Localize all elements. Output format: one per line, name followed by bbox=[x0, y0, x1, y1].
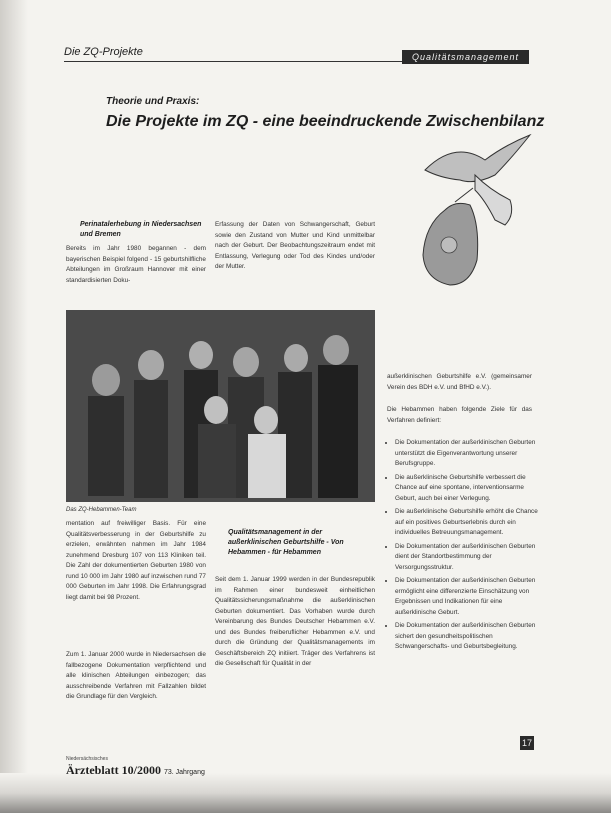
team-photo-image bbox=[66, 310, 375, 502]
goal-item: • Die Dokumentation der außerklinischen Geburten dient der Standortbestimmung der Versorgungsstruktur. bbox=[395, 542, 540, 574]
col1-heading: Perinatalerhebung in Niedersachsen und Bremen bbox=[80, 221, 202, 238]
scan-shadow-left bbox=[0, 0, 28, 813]
col2-paragraph-2: Seit dem 1. Januar 1999 werden in der Bundesrepublik im Rahmen einer bundesweit einheitlichen Qualitätssicherungsmaßnahme die außerklinischen Geburten dokumentiert. Das Vorhaben wurde durch Vereinbarung des Bundes Deutscher Hebammen e.V. und des Bundes freiberuflicher Hebammen e.V. und durch die Gründung der Qualitätsmanagements im Geschäftsbereich ZQ initiiert. Träger des Verfahrens ist die Gesellschaft für Qualität in der bbox=[215, 576, 375, 667]
journal-volume: 73. Jahrgang bbox=[163, 769, 205, 776]
journal-issue: Ärzteblatt 10/2000 bbox=[66, 763, 161, 777]
col3-paragraph-2: Die Hebammen haben folgende Ziele für das Verfahren definiert: bbox=[387, 406, 532, 424]
team-photo bbox=[66, 310, 375, 502]
goal-item: • Die außerklinische Geburtshilfe verbessert die Chance auf eine spontane, interventionsarme Geburt, auch bei einer Verlegung. bbox=[395, 473, 540, 505]
section-header: Die ZQ-Projekte bbox=[64, 46, 143, 58]
article-headline: Die Projekte im ZQ - eine beeindruckende Zwischenbilanz bbox=[106, 113, 545, 130]
journal-title bbox=[66, 763, 205, 778]
goal-item: • Die Dokumentation der außerklinischen Geburten ermöglicht eine differenzierte Einschätzung von Ergebnissen und Indikationen für eine außerklinische Geburt. bbox=[395, 576, 540, 618]
col2-paragraph-1: Erfassung der Daten von Schwangerschaft, Geburt sowie den Zustand von Mutter und Kind unmittelbar nach der Geburt. Der Beobachtungszeitraum endet mit Entlassung, Verlegung oder Tod des Kindes und/oder der Mutter. bbox=[215, 221, 375, 270]
goal-item: • Die Dokumentation der außerklinischen Geburten sichert den gesundheitspolitischen Schwangerschafts- und Geburtsbegleitung. bbox=[395, 621, 540, 653]
col1-paragraph-3: Zum 1. Januar 2000 wurde in Niedersachsen die fallbezogene Dokumentation verpflichtend und alle klinischen Abteilungen einbezogen; das ausschreibende Verfahren mit Fallzahlen bildet die Grundlage für den Vergleich. bbox=[66, 651, 206, 700]
goals-list bbox=[387, 438, 540, 656]
article-kicker: Theorie und Praxis: bbox=[106, 96, 200, 107]
photo-caption: Das ZQ-Hebammen-Team bbox=[66, 507, 137, 513]
journal-region: Niedersächsisches bbox=[66, 756, 108, 762]
stork-illustration bbox=[415, 130, 535, 305]
goal-item: • Die außerklinische Geburtshilfe erhöht die Chance auf ein positives Geburtserlebnis durch ein individuelles Betreuungsmanagement. bbox=[395, 507, 540, 539]
col1-paragraph-1: Bereits im Jahr 1980 begannen - dem bayerischen Beispiel folgend - 15 geburtshilfliche Abteilungen im Großraum Hannover mit einer standardisierten Doku- bbox=[66, 245, 206, 284]
scan-shadow-bottom bbox=[0, 773, 611, 813]
category-banner: Qualitätsmanagement bbox=[402, 50, 529, 64]
col2-heading: Qualitätsmanagement in der außerklinischen Geburtshilfe - Von Hebammen - für Hebammen bbox=[228, 529, 344, 556]
goal-item: • Die Dokumentation der außerklinischen Geburten unterstützt die Eigenverantwortung unserer Berufsgruppe. bbox=[395, 438, 540, 470]
col1-paragraph-2: mentation auf freiwilliger Basis. Für eine Qualitätsverbesserung in der Geburtshilfe zu erzielen, erwähnten nahmen im Jahr 1984 zunehmend Dresburg 107 von 113 Kliniken teil. Die Zahl der dokumentierten Geburten 1980 von rund 10 000 im Jahr 1980 auf inzwischen rund 77 000 Geburten im Jahr 1998. Die Erfahrungsgrad liegt damit bei 98 Prozent. bbox=[66, 520, 206, 601]
col3-paragraph-1: außerklinischen Geburtshilfe e.V. (gemeinsamer Verein des BDH e.V. und BfHD e.V.). bbox=[387, 373, 532, 391]
page-number: 17 bbox=[521, 738, 532, 748]
